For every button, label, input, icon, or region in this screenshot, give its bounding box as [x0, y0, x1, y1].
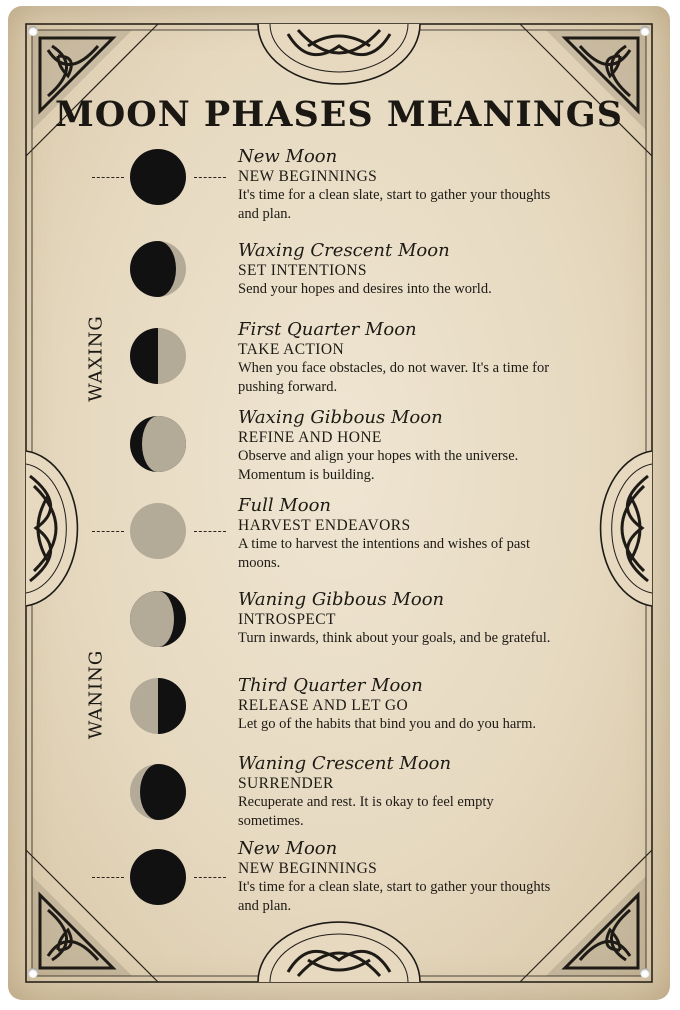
phase-name: Waning Gibbous Moon — [238, 589, 445, 610]
phase-text — [238, 240, 648, 299]
phase-name: Waning Crescent Moon — [238, 753, 452, 774]
right-dash-divider — [194, 177, 226, 178]
phase-text — [238, 838, 648, 916]
phase-description: Observe and align your hopes with the universe. Momentum is building. — [238, 448, 519, 483]
phase-description: When you face obstacles, do not waver. It's a time for pushing forward. — [238, 360, 550, 395]
waning-gibbous-moon-icon — [129, 590, 187, 648]
phase-text — [238, 589, 648, 648]
phase-name: Waxing Crescent Moon — [238, 240, 450, 261]
phase-description: Send your hopes and desires into the world. — [238, 281, 492, 297]
phase-text — [238, 407, 648, 485]
phase-name: First Quarter Moon — [238, 319, 417, 340]
moon-phases-sign — [8, 6, 670, 1000]
waning-label: WANING — [85, 649, 107, 740]
corner-knot-bottom-left — [34, 880, 128, 974]
phase-description: It's time for a clean slate, start to gather your thoughts and plan. — [238, 187, 551, 222]
phase-description: A time to harvest the intentions and wishes of past moons. — [238, 536, 530, 571]
top-center-knot — [258, 24, 420, 84]
phase-action: NEW BEGINNINGS — [238, 168, 378, 185]
phase-description: Let go of the habits that bind you and do you harm. — [238, 716, 537, 732]
waning-crescent-moon-icon — [129, 763, 187, 821]
waxing-label: WAXING — [85, 315, 107, 402]
right-dash-divider — [194, 877, 226, 878]
phase-text — [238, 753, 648, 831]
phase-action: TAKE ACTION — [238, 341, 345, 358]
new-moon-icon — [129, 848, 187, 906]
mount-hole-top-right — [640, 26, 650, 36]
left-dash-divider — [92, 877, 124, 878]
right-dash-divider — [194, 531, 226, 532]
phase-text — [238, 319, 648, 397]
mount-hole-bottom-left — [28, 968, 38, 978]
left-side-knot — [26, 451, 77, 606]
mount-hole-bottom-right — [640, 968, 650, 978]
phase-name: New Moon — [238, 838, 338, 859]
phase-description: Recuperate and rest. It is okay to feel empty sometimes. — [238, 794, 494, 829]
full-moon-icon — [129, 502, 187, 560]
phase-name: Third Quarter Moon — [238, 675, 423, 696]
phase-name: Full Moon — [238, 495, 332, 516]
phase-name: Waxing Gibbous Moon — [238, 407, 443, 428]
phase-action: REFINE AND HONE — [238, 429, 382, 446]
waxing-gibbous-moon-icon — [129, 415, 187, 473]
phase-text — [238, 146, 648, 224]
phase-action: HARVEST ENDEAVORS — [238, 517, 411, 534]
page-title: MOON PHASES MEANINGS — [55, 94, 623, 135]
waxing-crescent-moon-icon — [129, 240, 187, 298]
phase-action: NEW BEGINNINGS — [238, 860, 378, 877]
phase-name: New Moon — [238, 146, 338, 167]
phase-description: Turn inwards, think about your goals, and be grateful. — [238, 630, 551, 646]
phase-description: It's time for a clean slate, start to gather your thoughts and plan. — [238, 879, 551, 914]
left-dash-divider — [92, 177, 124, 178]
first-quarter-moon-icon — [129, 327, 187, 385]
phase-text — [238, 495, 648, 573]
phase-text — [238, 675, 648, 734]
phase-action: SET INTENTIONS — [238, 262, 367, 279]
bottom-center-knot — [258, 922, 420, 982]
phase-action: INTROSPECT — [238, 611, 336, 628]
third-quarter-moon-icon — [129, 677, 187, 735]
new-moon-icon — [129, 148, 187, 206]
mount-hole-top-left — [28, 26, 38, 36]
left-dash-divider — [92, 531, 124, 532]
phase-action: SURRENDER — [238, 775, 334, 792]
phase-action: RELEASE AND LET GO — [238, 697, 409, 714]
